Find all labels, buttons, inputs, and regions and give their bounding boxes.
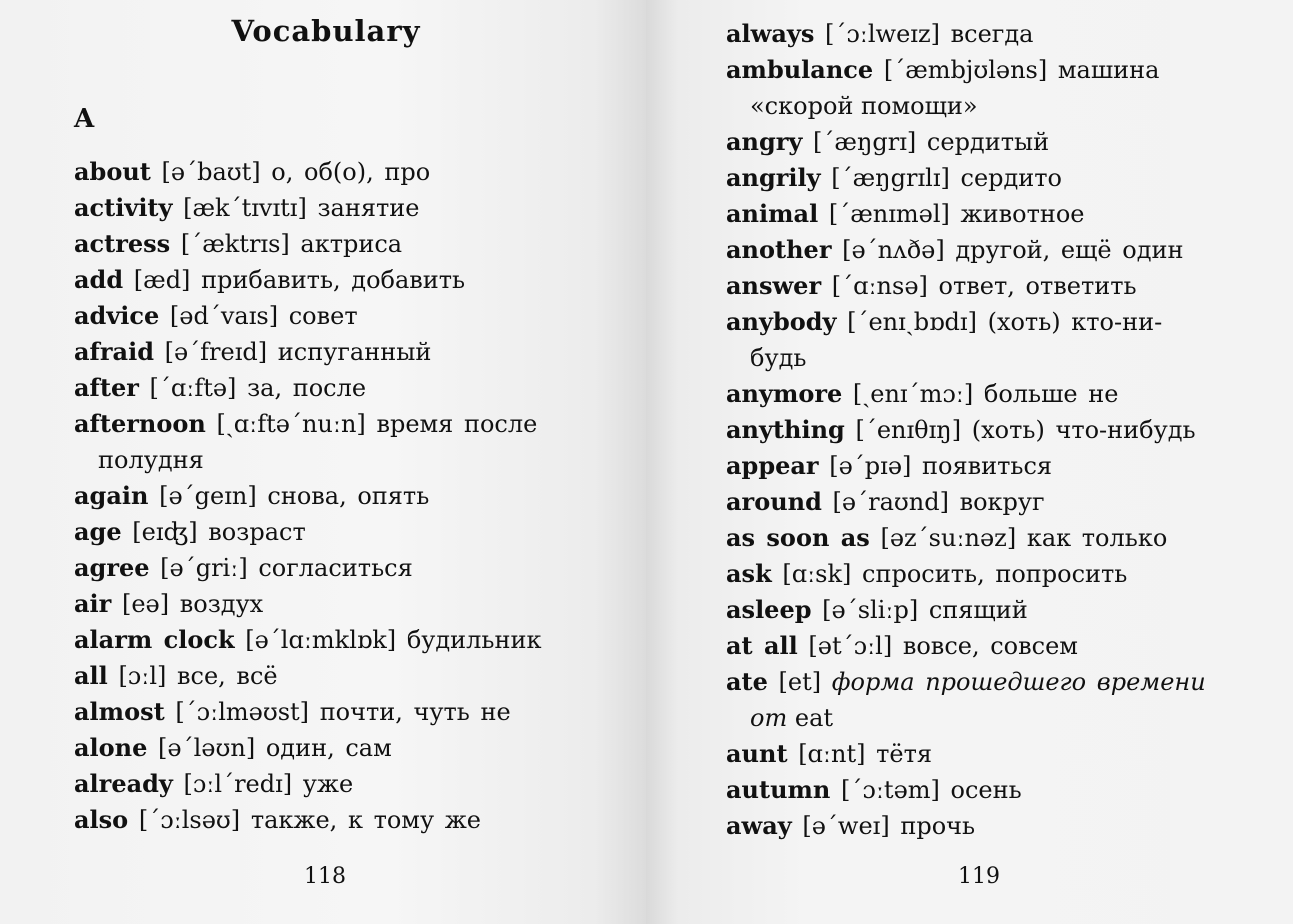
continuation-text: полудня bbox=[98, 446, 204, 474]
vocabulary-entry bbox=[74, 406, 594, 442]
vocabulary-entry bbox=[726, 52, 1246, 88]
transcription: [ɔːl΄redɪ] bbox=[183, 770, 293, 798]
transcription: [΄ɑːnsə] bbox=[831, 272, 928, 300]
translation: совет bbox=[288, 302, 358, 330]
headword: ask bbox=[726, 559, 772, 588]
translation: актриса bbox=[300, 230, 403, 258]
transcription: [ˏenɪ΄mɔː] bbox=[852, 380, 974, 408]
section-letter: A bbox=[74, 104, 95, 134]
headword: age bbox=[74, 517, 122, 546]
vocabulary-column-left bbox=[74, 154, 594, 838]
vocabulary-entry bbox=[726, 232, 1246, 268]
headword: air bbox=[74, 589, 112, 618]
transcription: [ə΄raʊnd] bbox=[832, 488, 949, 516]
continuation-text: будь bbox=[750, 344, 807, 372]
transcription: [eɪʤ] bbox=[132, 518, 198, 546]
translation: вовсе, совсем bbox=[902, 632, 1078, 660]
translation-continuation bbox=[726, 88, 1246, 124]
transcription: [eə] bbox=[121, 590, 170, 618]
vocabulary-entry bbox=[726, 124, 1246, 160]
transcription: [ə΄geɪn] bbox=[159, 482, 257, 510]
vocabulary-entry bbox=[74, 226, 594, 262]
vocabulary-column-right bbox=[726, 16, 1246, 844]
continuation-suffix: eat bbox=[794, 704, 834, 732]
translation: воздух bbox=[179, 590, 264, 618]
vocabulary-entry bbox=[74, 586, 594, 622]
translation: возраст bbox=[208, 518, 306, 546]
vocabulary-entry bbox=[74, 190, 594, 226]
vocabulary-entry bbox=[726, 160, 1246, 196]
headword: almost bbox=[74, 697, 165, 726]
transcription: [ɑːsk] bbox=[782, 560, 852, 588]
transcription: [ə΄sliːp] bbox=[822, 596, 919, 624]
transcription: [ɑːnt] bbox=[798, 740, 866, 768]
translation: также, к тому же bbox=[250, 806, 481, 834]
headword: anybody bbox=[726, 307, 837, 336]
translation: все, всё bbox=[177, 662, 278, 690]
transcription: [΄æŋgrɪlɪ] bbox=[831, 164, 950, 192]
headword: alarm clock bbox=[74, 625, 235, 654]
headword: aunt bbox=[726, 739, 788, 768]
page-title: Vocabulary bbox=[231, 14, 421, 48]
continuation-text: от bbox=[750, 704, 788, 732]
transcription: [ˏɑːftə΄nuːn] bbox=[216, 410, 366, 438]
headword: agree bbox=[74, 553, 150, 582]
translation: всегда bbox=[950, 20, 1034, 48]
translation: форма прошедшего времени bbox=[831, 668, 1206, 696]
translation: за, после bbox=[247, 374, 367, 402]
translation: как только bbox=[1026, 524, 1168, 552]
headword: ambulance bbox=[726, 55, 874, 84]
transcription: [æk΄tɪvɪtɪ] bbox=[183, 194, 307, 222]
headword: actress bbox=[74, 229, 171, 258]
headword: appear bbox=[726, 451, 819, 480]
transcription: [əd΄vaɪs] bbox=[169, 302, 279, 330]
translation-continuation bbox=[726, 340, 1246, 376]
headword: about bbox=[74, 157, 151, 186]
transcription: [΄enɪˏbɒdɪ] bbox=[847, 308, 977, 336]
page-number-right: 119 bbox=[958, 864, 1000, 889]
vocabulary-entry bbox=[726, 736, 1246, 772]
headword: already bbox=[74, 769, 173, 798]
vocabulary-entry bbox=[74, 550, 594, 586]
vocabulary-entry bbox=[726, 592, 1246, 628]
translation: спросить, попросить bbox=[862, 560, 1128, 588]
translation: испуганный bbox=[277, 338, 432, 366]
translation: один, сам bbox=[265, 734, 392, 762]
transcription: [΄æmbjʊləns] bbox=[883, 56, 1048, 84]
translation: уже bbox=[302, 770, 354, 798]
translation: (хоть) что-нибудь bbox=[971, 416, 1196, 444]
vocabulary-entry bbox=[74, 622, 594, 658]
headword: answer bbox=[726, 271, 822, 300]
vocabulary-entry bbox=[726, 520, 1246, 556]
headword: afraid bbox=[74, 337, 154, 366]
transcription: [æd] bbox=[133, 266, 191, 294]
headword: add bbox=[74, 265, 124, 294]
headword: again bbox=[74, 481, 149, 510]
headword: anymore bbox=[726, 379, 843, 408]
headword: after bbox=[74, 373, 139, 402]
translation: согласиться bbox=[258, 554, 413, 582]
translation: о, об(о), про bbox=[271, 158, 431, 186]
vocabulary-entry bbox=[726, 268, 1246, 304]
translation: снова, опять bbox=[267, 482, 430, 510]
vocabulary-entry bbox=[726, 628, 1246, 664]
transcription: [ə΄griː] bbox=[160, 554, 248, 582]
vocabulary-entry bbox=[74, 262, 594, 298]
transcription: [ət΄ɔːl] bbox=[808, 632, 893, 660]
headword: asleep bbox=[726, 595, 812, 624]
transcription: [΄æktrɪs] bbox=[180, 230, 290, 258]
continuation-text: «скорой помощи» bbox=[750, 92, 978, 120]
vocabulary-entry bbox=[74, 766, 594, 802]
translation: будильник bbox=[406, 626, 542, 654]
transcription: [ə΄freɪd] bbox=[164, 338, 268, 366]
headword: advice bbox=[74, 301, 160, 330]
translation-continuation bbox=[726, 700, 1246, 736]
transcription: [ə΄lɑːmklɒk] bbox=[245, 626, 397, 654]
vocabulary-entry bbox=[74, 658, 594, 694]
headword: also bbox=[74, 805, 129, 834]
headword: as soon as bbox=[726, 523, 870, 552]
translation: сердито bbox=[960, 164, 1063, 192]
transcription: [ə΄nʌðə] bbox=[842, 236, 945, 264]
headword: away bbox=[726, 811, 792, 840]
vocabulary-entry bbox=[726, 556, 1246, 592]
transcription: [΄ɔːlsəʊ] bbox=[138, 806, 241, 834]
vocabulary-entry bbox=[74, 514, 594, 550]
headword: another bbox=[726, 235, 832, 264]
transcription: [ə΄pɪə] bbox=[829, 452, 912, 480]
headword: all bbox=[74, 661, 108, 690]
transcription: [ɔːl] bbox=[118, 662, 167, 690]
right-page bbox=[646, 0, 1293, 924]
vocabulary-entry bbox=[74, 730, 594, 766]
headword: always bbox=[726, 19, 815, 48]
vocabulary-entry bbox=[74, 694, 594, 730]
vocabulary-entry bbox=[726, 16, 1246, 52]
headword: angry bbox=[726, 127, 803, 156]
translation: тётя bbox=[876, 740, 933, 768]
translation: сердитый bbox=[926, 128, 1050, 156]
translation-continuation bbox=[74, 442, 594, 478]
translation: (хоть) кто-ни- bbox=[987, 308, 1163, 336]
translation: вокруг bbox=[959, 488, 1045, 516]
vocabulary-entry bbox=[726, 412, 1246, 448]
translation: больше не bbox=[983, 380, 1119, 408]
vocabulary-entry bbox=[726, 376, 1246, 412]
transcription: [΄ɔːtəm] bbox=[841, 776, 940, 804]
vocabulary-entry bbox=[726, 304, 1246, 340]
vocabulary-entry bbox=[74, 478, 594, 514]
transcription: [΄ɔːlweɪz] bbox=[824, 20, 940, 48]
page-number-left: 118 bbox=[304, 864, 346, 889]
transcription: [ə΄baʊt] bbox=[161, 158, 261, 186]
vocabulary-entry bbox=[726, 808, 1246, 844]
translation: спящий bbox=[928, 596, 1028, 624]
translation: осень bbox=[950, 776, 1022, 804]
vocabulary-entry bbox=[726, 664, 1246, 700]
transcription: [΄ænɪməl] bbox=[828, 200, 950, 228]
translation: прочь bbox=[900, 812, 976, 840]
translation: животное bbox=[960, 200, 1085, 228]
vocabulary-entry bbox=[74, 370, 594, 406]
translation: появиться bbox=[922, 452, 1053, 480]
headword: anything bbox=[726, 415, 845, 444]
transcription: [et] bbox=[778, 668, 822, 696]
headword: around bbox=[726, 487, 822, 516]
headword: autumn bbox=[726, 775, 831, 804]
translation: почти, чуть не bbox=[319, 698, 511, 726]
vocabulary-entry bbox=[74, 802, 594, 838]
transcription: [΄ɔːlməʊst] bbox=[175, 698, 310, 726]
headword: ate bbox=[726, 667, 768, 696]
transcription: [΄ɑːftə] bbox=[149, 374, 237, 402]
translation: ответ, ответить bbox=[938, 272, 1137, 300]
transcription: [΄æŋgrɪ] bbox=[813, 128, 917, 156]
translation: другой, ещё один bbox=[955, 236, 1184, 264]
headword: at all bbox=[726, 631, 798, 660]
vocabulary-entry bbox=[74, 298, 594, 334]
headword: activity bbox=[74, 193, 173, 222]
translation: прибавить, добавить bbox=[201, 266, 466, 294]
translation: машина bbox=[1057, 56, 1160, 84]
vocabulary-entry bbox=[726, 448, 1246, 484]
vocabulary-entry bbox=[726, 196, 1246, 232]
vocabulary-entry bbox=[74, 334, 594, 370]
left-page bbox=[0, 0, 646, 924]
transcription: [ə΄ləʊn] bbox=[158, 734, 256, 762]
vocabulary-entry bbox=[726, 772, 1246, 808]
translation: время после bbox=[376, 410, 538, 438]
headword: alone bbox=[74, 733, 148, 762]
vocabulary-entry bbox=[726, 484, 1246, 520]
transcription: [΄enɪθɪŋ] bbox=[855, 416, 962, 444]
headword: animal bbox=[726, 199, 819, 228]
headword: angrily bbox=[726, 163, 821, 192]
transcription: [əz΄suːnəz] bbox=[880, 524, 1017, 552]
transcription: [ə΄weɪ] bbox=[802, 812, 890, 840]
vocabulary-entry bbox=[74, 154, 594, 190]
translation: занятие bbox=[317, 194, 420, 222]
headword: afternoon bbox=[74, 409, 206, 438]
